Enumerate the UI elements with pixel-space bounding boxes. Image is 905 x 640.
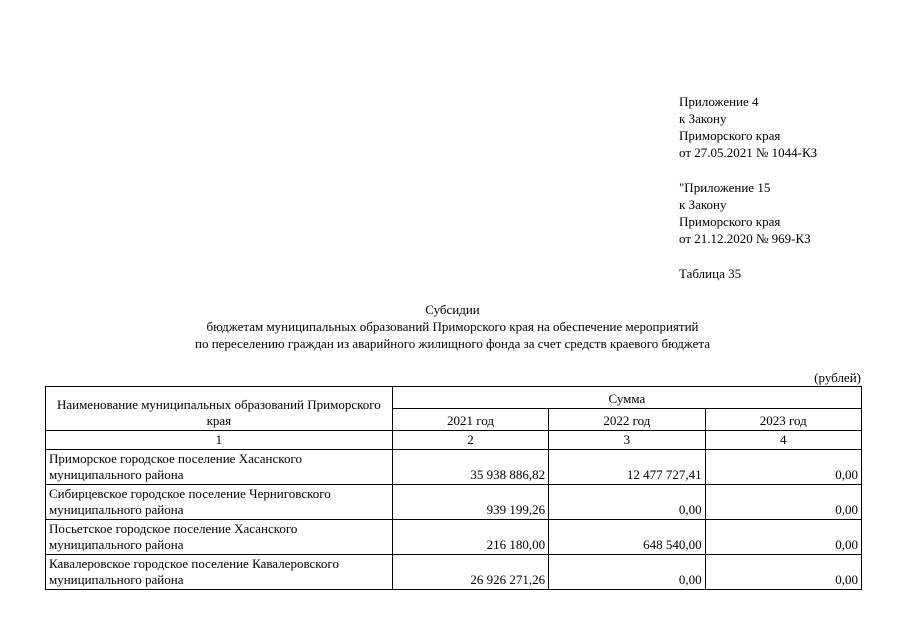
column-index: 2 — [392, 431, 548, 450]
appendix-line: к Закону — [679, 197, 727, 212]
table-row — [46, 450, 862, 485]
header-year-2021: 2021 год — [392, 409, 548, 431]
appendix-line: "Приложение 15 — [679, 180, 771, 195]
municipality-name: Кавалеровское городское поселение Кавалеровского муниципального района — [46, 555, 393, 590]
municipality-name: Посьетское городское поселение Хасанского муниципального района — [46, 520, 393, 555]
municipality-name: Приморское городское поселение Хасанского муниципального района — [46, 450, 393, 485]
currency-unit: (рублей) — [814, 370, 861, 385]
amount-2021: 216 180,00 — [392, 520, 548, 555]
table-number: Таблица 35 — [679, 266, 742, 281]
document-title — [0, 301, 905, 352]
amount-2023: 0,00 — [705, 450, 861, 485]
column-index-row — [46, 431, 862, 450]
appendix-line: Приморского края — [679, 128, 781, 143]
appendix-line: от 21.12.2020 № 969-КЗ — [679, 231, 811, 246]
header-municipality: Наименование муниципальных образований Приморского края — [46, 387, 393, 431]
header-year-2022: 2022 год — [549, 409, 705, 431]
appendix-line: Приложение 4 — [679, 94, 759, 109]
column-index: 4 — [705, 431, 861, 450]
subsidy-table — [45, 386, 862, 590]
title-line-2: бюджетам муниципальных образований Приморского края на обеспечение мероприятий — [206, 319, 699, 334]
title-line-1: Субсидии — [425, 302, 480, 317]
table-row — [46, 555, 862, 590]
amount-2023: 0,00 — [705, 520, 861, 555]
amount-2022: 0,00 — [549, 555, 705, 590]
header-year-2023: 2023 год — [705, 409, 861, 431]
amount-2021: 939 199,26 — [392, 485, 548, 520]
amount-2023: 0,00 — [705, 555, 861, 590]
appendix-current — [679, 93, 817, 161]
amount-2023: 0,00 — [705, 485, 861, 520]
header-sum: Сумма — [392, 387, 861, 409]
column-index: 1 — [46, 431, 393, 450]
appendix-line: к Закону — [679, 111, 727, 126]
appendix-header — [679, 93, 817, 247]
municipality-name: Сибирцевское городское поселение Черниговского муниципального района — [46, 485, 393, 520]
table-row — [46, 520, 862, 555]
column-index: 3 — [549, 431, 705, 450]
table-row — [46, 485, 862, 520]
amount-2022: 0,00 — [549, 485, 705, 520]
title-line-3: по переселению граждан из аварийного жилищного фонда за счет средств краевого бюджета — [195, 336, 710, 351]
amount-2022: 648 540,00 — [549, 520, 705, 555]
amount-2022: 12 477 727,41 — [549, 450, 705, 485]
appendix-line: от 27.05.2021 № 1044-КЗ — [679, 145, 818, 160]
appendix-original — [679, 179, 817, 247]
appendix-line: Приморского края — [679, 214, 781, 229]
amount-2021: 26 926 271,26 — [392, 555, 548, 590]
amount-2021: 35 938 886,82 — [392, 450, 548, 485]
